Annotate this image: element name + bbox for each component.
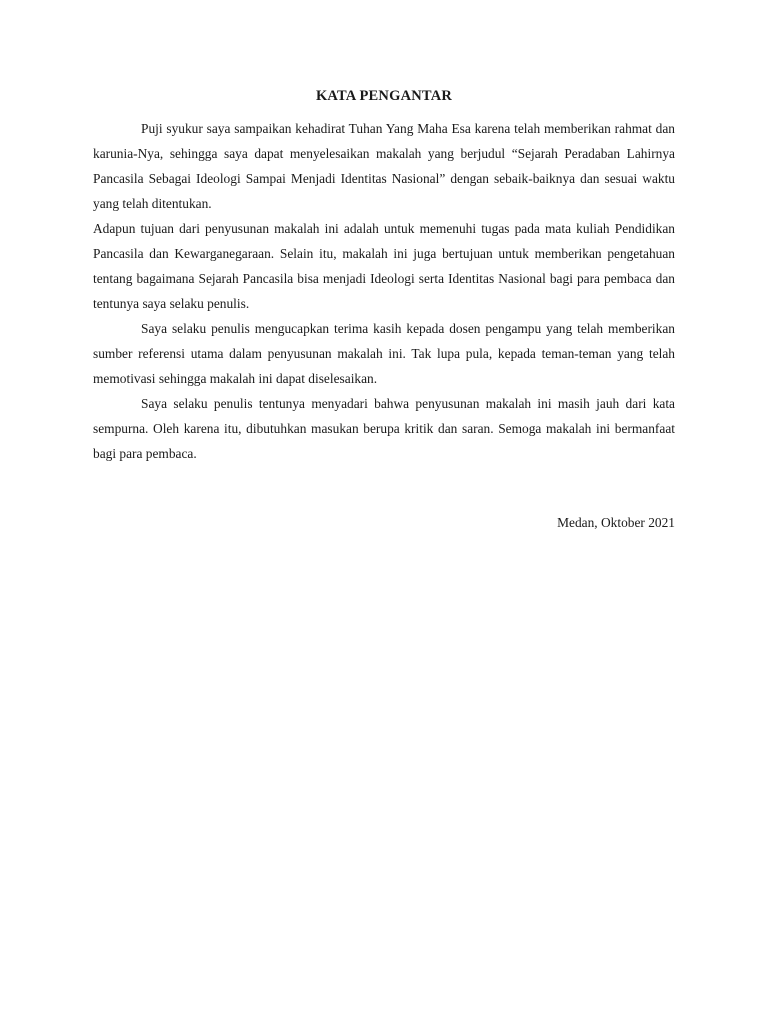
paragraph-3: Saya selaku penulis mengucapkan terima kasih kepada dosen pengampu yang telah memberikan sumber referensi utama dalam penyusunan makalah ini. Tak lupa pula, kepada teman-teman yang telah memotivasi sehingga makalah ini dapat diselesaikan. (93, 321, 675, 386)
paragraph-4: Saya selaku penulis tentunya menyadari bahwa penyusunan makalah ini masih jauh dari kata sempurna. Oleh karena itu, dibutuhkan masukan berupa kritik dan saran. Semoga makalah ini bermanfaat bagi para pembaca. (93, 396, 675, 461)
document-page (93, 86, 675, 535)
paragraph-1: Puji syukur saya sampaikan kehadirat Tuhan Yang Maha Esa karena telah memberikan rahmat dan karunia-Nya, sehingga saya dapat menyelesaikan makalah yang berjudul “Sejarah Peradaban Lahirnya Pancasila Sebagai Ideologi Sampai Menjadi Identitas Nasional” dengan sebaik-baiknya dan sesuai waktu yang telah ditentukan. (93, 121, 675, 211)
paragraph-2: Adapun tujuan dari penyusunan makalah ini adalah untuk memenuhi tugas pada mata kuliah Pendidikan Pancasila dan Kewarganegaraan. Selain itu, makalah ini juga bertujuan untuk memberikan pengetahuan tentang bagaimana Sejarah Pancasila bisa menjadi Ideologi serta Identitas Nasional bagi para pembaca dan tentunya saya selaku penulis. (93, 221, 675, 311)
place-date-signoff: Medan, Oktober 2021 (557, 515, 675, 530)
page-title: KATA PENGANTAR (315, 88, 453, 104)
